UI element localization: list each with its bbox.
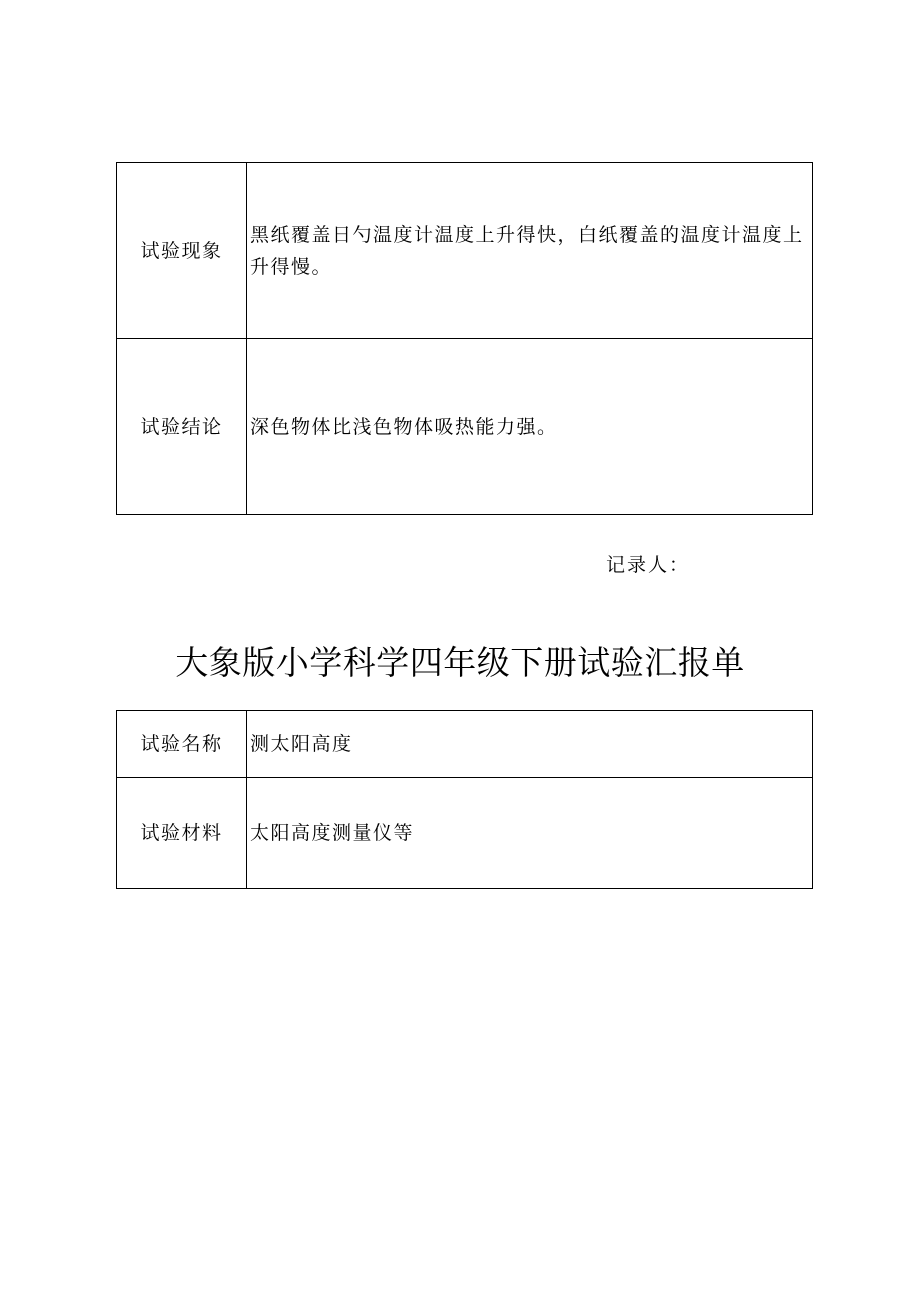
table-row-experiment-name: [117, 711, 813, 778]
experiment-report-table-top: [116, 162, 813, 515]
conclusion-label: 试验结论: [117, 339, 247, 515]
materials-value: 太阳高度测量仪等: [247, 778, 813, 889]
table-row-materials: [117, 778, 813, 889]
report-title: 大象版小学科学四年级下册试验汇报单: [175, 643, 745, 682]
experiment-name-value: 测太阳高度: [247, 711, 813, 778]
phenomenon-label: 试验现象: [117, 163, 247, 339]
experiment-report-table-bottom: [116, 710, 813, 889]
recorder-label: 记录人：: [606, 554, 691, 576]
experiment-name-label: 试验名称: [117, 711, 247, 778]
phenomenon-value: 黑纸覆盖日勺温度计温度上升得快，白纸覆盖的温度计温度上升得慢。: [247, 163, 813, 339]
table-row-phenomenon: [117, 163, 813, 339]
conclusion-value: 深色物体比浅色物体吸热能力强。: [247, 339, 813, 515]
materials-label: 试验材料: [117, 778, 247, 889]
table-row-conclusion: [117, 339, 813, 515]
